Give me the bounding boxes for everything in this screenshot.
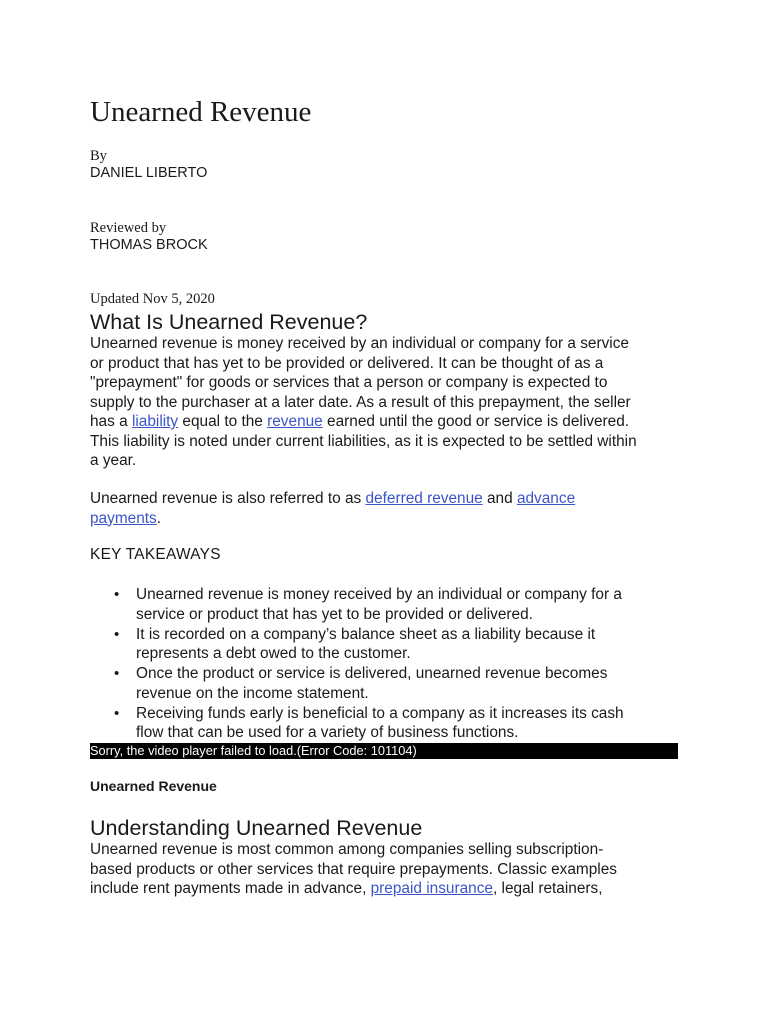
- text-line: flow that can be used for a variety of business functions.: [136, 724, 519, 742]
- updated-date: Updated Nov 5, 2020: [90, 291, 215, 307]
- key-takeaways-heading: KEY TAKEAWAYS: [90, 546, 221, 563]
- bullet-icon: •: [114, 704, 120, 722]
- bullet-icon: •: [114, 586, 120, 603]
- text-segment: Unearned revenue is also referred to as: [90, 490, 366, 507]
- video-caption: Unearned Revenue: [90, 778, 217, 794]
- text-line: [90, 412, 678, 432]
- list-item: [90, 704, 678, 743]
- understanding-paragraph: [90, 840, 678, 899]
- text-segment: , legal retainers,: [492, 880, 603, 897]
- link-revenue[interactable]: revenue: [267, 413, 323, 430]
- link-deferred-revenue[interactable]: deferred revenue: [365, 490, 483, 507]
- section-heading-understanding: Understanding Unearned Revenue: [90, 816, 423, 840]
- reviewer-name: THOMAS BROCK: [90, 237, 208, 253]
- link-advance-payments[interactable]: payments: [90, 509, 157, 527]
- video-player-error[interactable]: Sorry, the video player failed to load.(Error Code: 101104): [90, 743, 678, 759]
- text-line: [90, 509, 678, 529]
- reviewed-by-label: Reviewed by: [90, 220, 167, 236]
- text-line: a year.: [90, 452, 137, 469]
- text-line: [90, 489, 678, 509]
- text-line: Once the product or service is delivered, unearned revenue becomes: [136, 665, 608, 683]
- section-heading-what-is: What Is Unearned Revenue?: [90, 310, 368, 334]
- list-item: [90, 664, 678, 703]
- text-line: based products or other services that require prepayments. Classic examples: [90, 860, 617, 878]
- text-line: or product that has yet to be provided or delivered. It can be thought of as a: [90, 354, 604, 372]
- text-segment: and: [482, 490, 517, 507]
- bullet-icon: •: [114, 665, 120, 683]
- text-line: represents a debt owed to the customer.: [136, 645, 411, 663]
- text-line: It is recorded on a company’s balance sheet as a liability because it: [136, 625, 596, 643]
- text-line: Receiving funds early is beneficial to a company as it increases its cash: [136, 704, 624, 722]
- link-advance-payments[interactable]: advance: [516, 490, 576, 507]
- text-line: supply to the purchaser at a later date. As a result of this prepayment, the seller: [90, 393, 631, 411]
- text-segment: has a: [90, 413, 132, 430]
- bullet-icon: •: [114, 625, 120, 643]
- also-referred-paragraph: [90, 489, 678, 528]
- link-liability[interactable]: liability: [131, 413, 179, 430]
- link-prepaid-insurance[interactable]: prepaid insurance: [370, 880, 493, 897]
- text-line: service or product that has yet to be provided or delivered.: [136, 605, 533, 623]
- text-line: Unearned revenue is money received by an individual or company for a service: [90, 335, 629, 352]
- list-item: [90, 585, 678, 624]
- text-line: [90, 879, 678, 899]
- text-segment: equal to the: [178, 413, 268, 430]
- text-line: revenue on the income statement.: [136, 684, 369, 702]
- intro-paragraph: [90, 334, 678, 471]
- article-title: Unearned Revenue: [90, 96, 312, 128]
- key-takeaways-list: [90, 585, 678, 743]
- author-name: DANIEL LIBERTO: [90, 165, 208, 181]
- list-item: [90, 625, 678, 664]
- text-line: Unearned revenue is money received by an individual or company for a: [136, 586, 622, 603]
- text-segment: .: [156, 509, 162, 527]
- text-segment: earned until the good or service is delivered.: [322, 413, 630, 430]
- byline-label: By: [90, 148, 107, 164]
- text-segment: include rent payments made in advance,: [90, 880, 371, 897]
- text-line: Unearned revenue is most common among companies selling subscription-: [90, 841, 604, 858]
- text-line: "prepayment" for goods or services that a person or company is expected to: [90, 374, 608, 391]
- text-line: This liability is noted under current liabilities, as it is expected to be settled within: [90, 432, 637, 450]
